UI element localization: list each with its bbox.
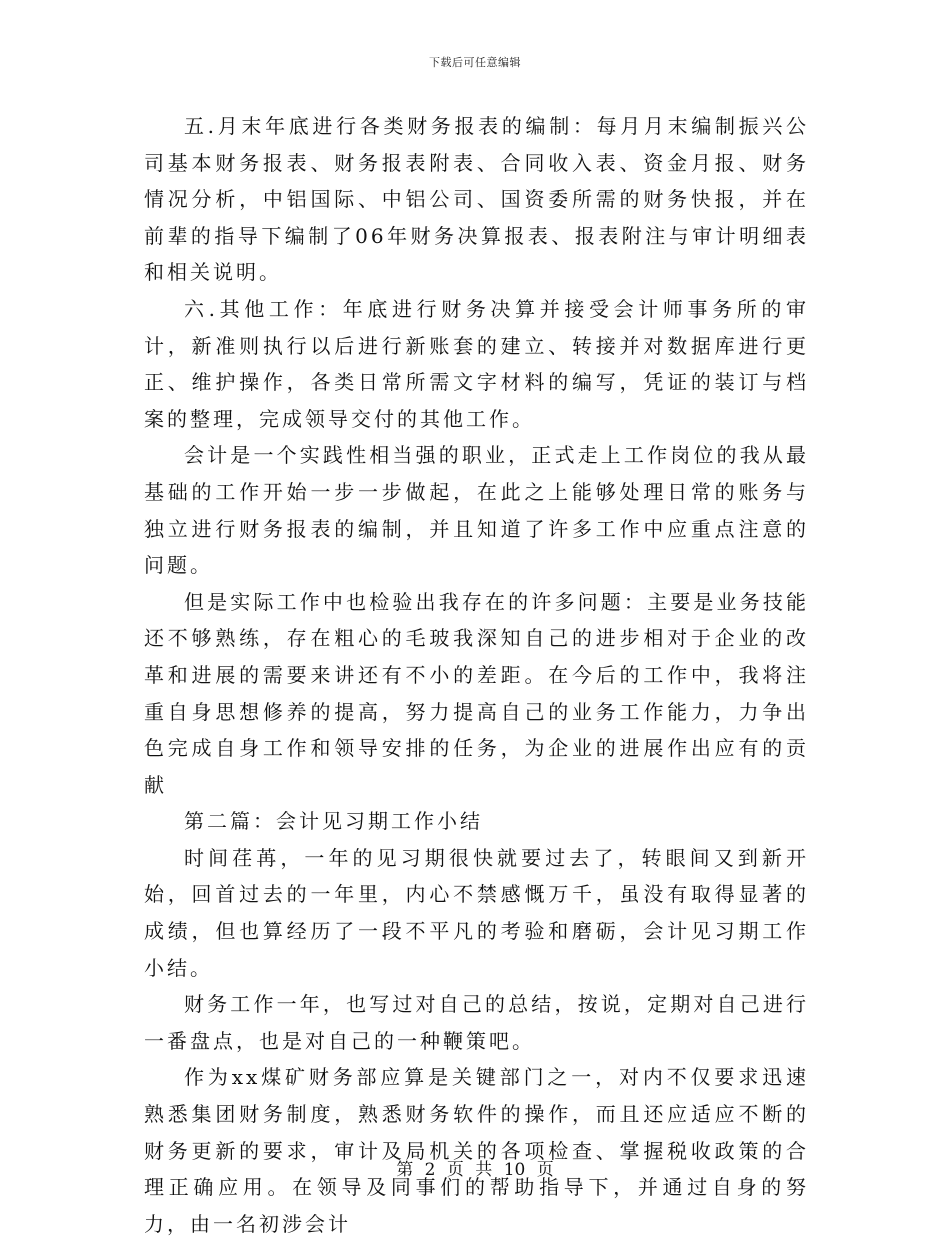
paragraph-one-year-work: 财务工作一年，也写过对自己的总结，按说，定期对自己进行一番盘点，也是对自己的一种鞭策吧。 xyxy=(144,992,809,1053)
paragraph-accounting-practice: 会计是一个实践性相当强的职业，正式走上工作岗位的我从最基础的工作开始一步一步做起，在此之上能够处理日常的账务与独立进行财务报表的编制，并且知道了许多工作中应重点注意的问题。 xyxy=(144,443,809,578)
paragraph-finance-department: 作为xx煤矿财务部应算是关键部门之一，对内不仅要求迅速熟悉集团财务制度，熟悉财务软件的操作，而且还应适应不断的财务更新的要求，审计及局机关的各项检查、掌握税收政策的合理正确应用。在领导及同事们的帮助指导下，并通过自身的努力，由一名初涉会计 xyxy=(144,1065,809,1236)
paragraph-other-work: 六.其他工作：年底进行财务决算并接受会计师事务所的审计，新准则执行以后进行新账套的建立、转接并对数据库进行更正、维护操作，各类日常所需文字材料的编写，凭证的装订与档案的整理，完成领导交付的其他工作。 xyxy=(144,296,809,431)
paragraph-time-passes: 时间荏苒，一年的见习期很快就要过去了，转眼间又到新开始，回首过去的一年里，内心不禁感慨万千，虽没有取得显著的成绩，但也算经历了一段不平凡的考验和磨砺，会计见习期工作小结。 xyxy=(144,845,809,980)
document-body xyxy=(144,108,809,1242)
paragraph-monthly-reports: 五.月末年底进行各类财务报表的编制：每月月末编制振兴公司基本财务报表、财务报表附表、合同收入表、资金月报、财务情况分析，中铝国际、中铝公司、国资委所需的财务快报，并在前辈的指导下编制了06年财务决算报表、报表附注与审计明细表和相关说明。 xyxy=(144,114,809,285)
paragraph-problems: 但是实际工作中也检验出我存在的许多问题：主要是业务技能还不够熟练，存在粗心的毛玻我深知自己的进步相对于企业的改革和进展的需要来讲还有不小的差距。在今后的工作中，我将注重自身思想修养的提高，努力提高自己的业务工作能力，力争出色完成自身工作和领导安排的任务，为企业的进展作出应有的贡献 xyxy=(144,589,809,797)
page-number-footer: 第 2 页 共 10 页 xyxy=(396,1160,554,1180)
section-heading-part-two: 第二篇：会计见习期工作小结 xyxy=(184,809,483,834)
page-header: 下载后可任意编辑 xyxy=(429,56,521,69)
